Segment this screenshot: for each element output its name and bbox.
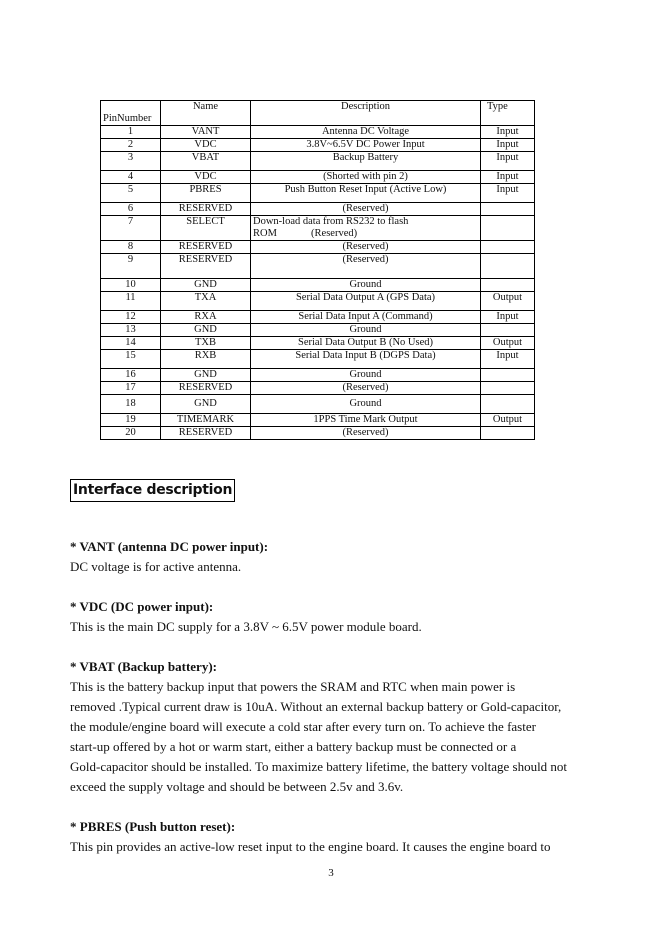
table-cell: 17 (101, 382, 161, 395)
table-cell: 8 (101, 241, 161, 254)
table-row (101, 350, 535, 369)
table-cell (481, 254, 535, 279)
table-cell (481, 279, 535, 292)
table-cell: GND (161, 324, 251, 337)
table-cell: VDC (161, 171, 251, 184)
table-cell: Input (481, 139, 535, 152)
table-cell (481, 203, 535, 216)
vdc-text: This is the main DC supply for a 3.8V ~ 6.5V power module board. (70, 619, 422, 634)
vbat-line: exceed the supply voltage and should be between 2.5v and 3.6v. (70, 779, 404, 794)
table-cell: VBAT (161, 152, 251, 171)
pbres-text: This pin provides an active-low reset input to the engine board. It causes the engine board to (70, 839, 551, 854)
table-cell: Antenna DC Voltage (251, 126, 481, 139)
table-cell (481, 395, 535, 414)
table-cell: 3.8V~6.5V DC Power Input (251, 139, 481, 152)
table-cell: 1 (101, 126, 161, 139)
vbat-line: start-up offered by a hot or warm start, either a battery backup must be connected or a (70, 739, 517, 754)
table-row (101, 414, 535, 427)
table-cell: GND (161, 279, 251, 292)
table-cell: VDC (161, 139, 251, 152)
table-cell (481, 427, 535, 440)
table-cell: GND (161, 395, 251, 414)
table-cell: Serial Data Input B (DGPS Data) (251, 350, 481, 369)
table-cell: (Shorted with pin 2) (251, 171, 481, 184)
table-cell: Output (481, 337, 535, 350)
vbat-line: the module/engine board will execute a cold star after every turn on. To achieve the faster (70, 719, 536, 734)
table-cell: Push Button Reset Input (Active Low) (251, 184, 481, 203)
pbres-title: * PBRES (Push button reset): (70, 819, 236, 834)
table-cell: (Reserved) (251, 427, 481, 440)
table-cell: 16 (101, 369, 161, 382)
table-cell: 7 (101, 216, 161, 241)
table-cell: 5 (101, 184, 161, 203)
vant-title: * VANT (antenna DC power input): (70, 539, 269, 554)
table-cell: Serial Data Input A (Command) (251, 311, 481, 324)
table-cell: (Reserved) (251, 382, 481, 395)
table-row (101, 311, 535, 324)
table-row (101, 184, 535, 203)
table-cell: 15 (101, 350, 161, 369)
page-number: 3 (328, 867, 334, 879)
table-cell (481, 241, 535, 254)
vdc-title: * VDC (DC power input): (70, 599, 214, 614)
table-cell: RXA (161, 311, 251, 324)
table-cell: Serial Data Output A (GPS Data) (251, 292, 481, 311)
vbat-title: * VBAT (Backup battery): (70, 659, 217, 674)
table-cell: Serial Data Output B (No Used) (251, 337, 481, 350)
table-cell: RESERVED (161, 382, 251, 395)
table-cell: Ground (251, 395, 481, 414)
header-name: Name (161, 101, 251, 126)
table-cell: 18 (101, 395, 161, 414)
table-cell: RESERVED (161, 254, 251, 279)
table-header-row (101, 101, 535, 126)
table-cell: (Reserved) (251, 254, 481, 279)
table-cell: TIMEMARK (161, 414, 251, 427)
header-pin-number: PinNumber (101, 101, 161, 126)
table-row (101, 152, 535, 171)
vant-section (70, 537, 590, 577)
table-row (101, 324, 535, 337)
table-cell: Input (481, 171, 535, 184)
table-row (101, 171, 535, 184)
header-type: Type (481, 101, 535, 126)
table-cell: Input (481, 311, 535, 324)
table-cell: 10 (101, 279, 161, 292)
table-cell: 1PPS Time Mark Output (251, 414, 481, 427)
vdc-section (70, 597, 590, 637)
table-cell: RESERVED (161, 241, 251, 254)
table-cell: TXB (161, 337, 251, 350)
table-cell: Output (481, 414, 535, 427)
table-cell: 14 (101, 337, 161, 350)
table-cell: 19 (101, 414, 161, 427)
pbres-section (70, 817, 590, 857)
table-cell: TXA (161, 292, 251, 311)
header-description: Description (251, 101, 481, 126)
table-row (101, 292, 535, 311)
vbat-line: This is the battery backup input that powers the SRAM and RTC when main power is (70, 679, 516, 694)
table-row (101, 216, 535, 241)
table-cell: 13 (101, 324, 161, 337)
table-row (101, 203, 535, 216)
table-row (101, 126, 535, 139)
table-row (101, 382, 535, 395)
table-row (101, 279, 535, 292)
table-cell: Ground (251, 324, 481, 337)
table-cell: RESERVED (161, 427, 251, 440)
table-cell: Backup Battery (251, 152, 481, 171)
table-cell: 12 (101, 311, 161, 324)
section-heading: Interface description (70, 479, 235, 502)
table-cell: Input (481, 184, 535, 203)
table-cell: (Reserved) (251, 241, 481, 254)
table-cell: RXB (161, 350, 251, 369)
pin7-description: Down-load data from RS232 to flash ROM (Reserved) (251, 216, 481, 241)
table-cell: 11 (101, 292, 161, 311)
table-cell: 3 (101, 152, 161, 171)
table-row (101, 337, 535, 350)
table-cell: Input (481, 152, 535, 171)
table-row (101, 395, 535, 414)
table-row (101, 369, 535, 382)
table-cell (481, 324, 535, 337)
table-row (101, 427, 535, 440)
vbat-line: Gold-capacitor should be installed. To maximize battery lifetime, the battery voltage should not (70, 759, 568, 774)
table-cell (481, 382, 535, 395)
table-cell: Input (481, 350, 535, 369)
table-cell: VANT (161, 126, 251, 139)
vbat-line: removed .Typical current draw is 10uA. Without an external backup battery or Gold-capacitor, (70, 699, 562, 714)
table-row (101, 254, 535, 279)
table-cell: 4 (101, 171, 161, 184)
table-cell: 2 (101, 139, 161, 152)
table-cell: SELECT (161, 216, 251, 241)
table-cell: 20 (101, 427, 161, 440)
table-cell: Input (481, 126, 535, 139)
table-cell: Ground (251, 279, 481, 292)
table-cell: Ground (251, 369, 481, 382)
pin-table (100, 100, 535, 440)
table-cell: GND (161, 369, 251, 382)
table-cell (481, 216, 535, 241)
vbat-section (70, 657, 590, 797)
vant-text: DC voltage is for active antenna. (70, 559, 242, 574)
table-cell: RESERVED (161, 203, 251, 216)
table-cell: (Reserved) (251, 203, 481, 216)
table-row (101, 241, 535, 254)
table-cell: PBRES (161, 184, 251, 203)
table-cell (481, 369, 535, 382)
table-cell: 6 (101, 203, 161, 216)
table-row (101, 139, 535, 152)
table-cell: Output (481, 292, 535, 311)
table-cell: 9 (101, 254, 161, 279)
